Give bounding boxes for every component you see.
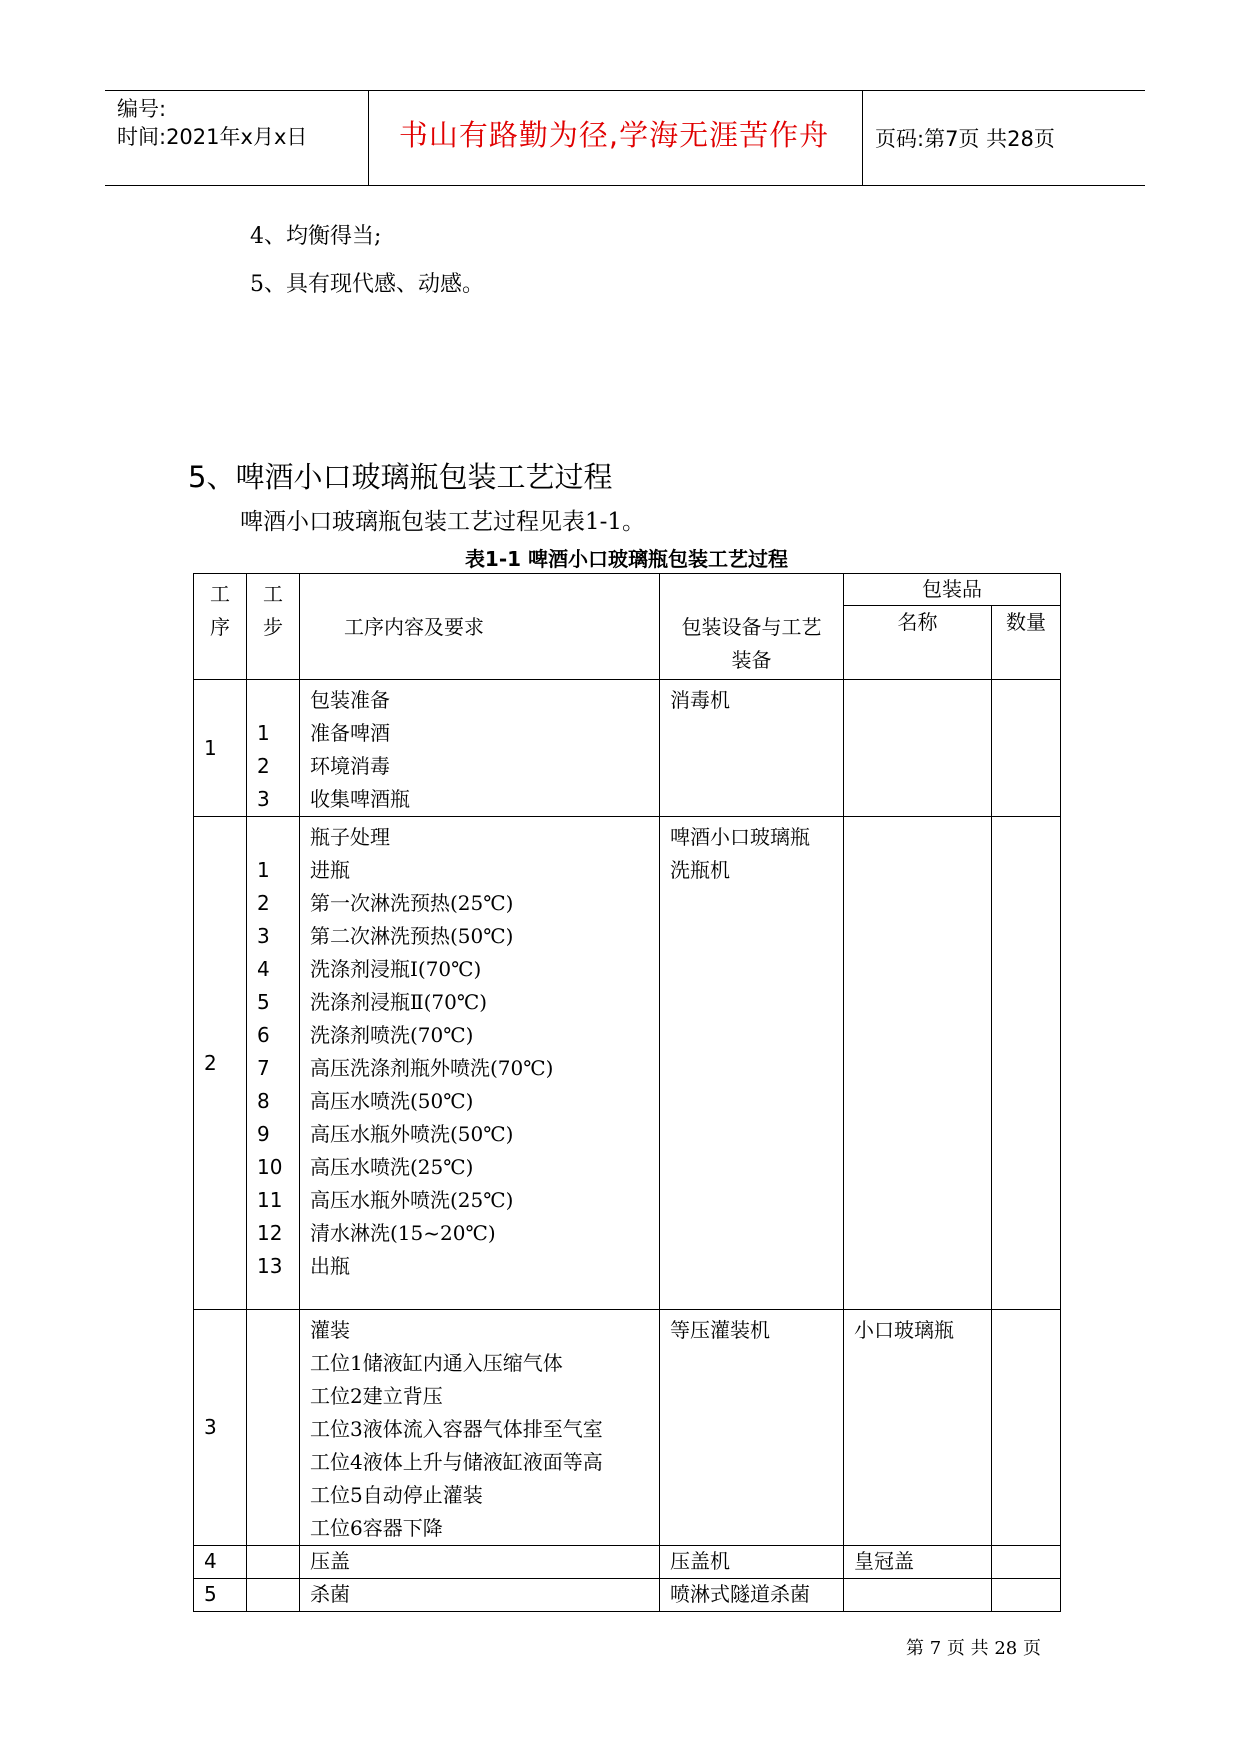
table-row bbox=[194, 1310, 1061, 1546]
table-row bbox=[194, 1579, 1061, 1612]
contents-cell: 瓶子处理 进瓶 第一次淋洗预热(25℃) 第二次淋洗预热(50℃) 洗涤剂浸瓶Ⅰ(70℃) 洗涤剂浸瓶Ⅱ(70℃) 洗涤剂喷洗(70℃) 高压洗涤剂瓶外喷洗(70℃) 高压水喷洗(50℃) 高压水瓶外喷洗(50℃) 高压水喷洗(25℃) 高压水瓶外喷洗(25℃) 清水淋洗(15~20℃) 出瓶 bbox=[300, 817, 660, 1310]
package-qty-cell bbox=[992, 680, 1061, 817]
package-qty-cell bbox=[992, 1579, 1061, 1612]
package-qty-cell bbox=[992, 817, 1061, 1310]
steps-cell bbox=[247, 1579, 300, 1612]
equipment-cell: 啤酒小口玻璃瓶 洗瓶机 bbox=[660, 817, 844, 1310]
header-page-label: 页码:第7页 共28页 bbox=[875, 127, 1055, 151]
equipment-cell: 消毒机 bbox=[660, 680, 844, 817]
package-name-cell bbox=[844, 817, 992, 1310]
section-title: 5、啤酒小口玻璃瓶包装工艺过程 bbox=[188, 460, 613, 494]
page-footer: 第 7 页 共 28 页 bbox=[906, 1638, 1041, 1659]
process-cell: 4 bbox=[194, 1546, 247, 1579]
header-content: 工序内容及要求 bbox=[300, 574, 660, 680]
table-row bbox=[194, 817, 1061, 1310]
table-row bbox=[194, 680, 1061, 817]
package-qty-cell bbox=[992, 1546, 1061, 1579]
header-package-name: 名称 bbox=[844, 606, 992, 680]
equipment-cell: 喷淋式隧道杀菌 bbox=[660, 1579, 844, 1612]
equipment-cell: 压盖机 bbox=[660, 1546, 844, 1579]
table-header-row bbox=[194, 574, 1061, 606]
package-name-cell: 小口玻璃瓶 bbox=[844, 1310, 992, 1546]
steps-cell bbox=[247, 1310, 300, 1546]
process-cell: 3 bbox=[194, 1310, 247, 1546]
process-cell: 2 bbox=[194, 817, 247, 1310]
equipment-cell: 等压灌装机 bbox=[660, 1310, 844, 1546]
process-cell: 1 bbox=[194, 680, 247, 817]
process-table bbox=[193, 573, 1061, 1612]
header-motto: 书山有路勤为径,学海无涯苦作舟 bbox=[398, 118, 830, 152]
serial-label: 编号: bbox=[117, 97, 167, 121]
package-name-cell bbox=[844, 680, 992, 817]
package-name-cell: 皇冠盖 bbox=[844, 1546, 992, 1579]
intro-item: 4、均衡得当; bbox=[250, 224, 382, 249]
contents-cell: 包装准备 准备啤酒 环境消毒 收集啤酒瓶 bbox=[300, 680, 660, 817]
section-intro: 啤酒小口玻璃瓶包装工艺过程见表1-1。 bbox=[240, 509, 646, 535]
table-caption: 表1-1 啤酒小口玻璃瓶包装工艺过程 bbox=[464, 547, 789, 571]
page-header bbox=[105, 90, 1145, 186]
header-package-qty: 数量 bbox=[992, 606, 1061, 680]
steps-cell: 1 2 3 4 5 6 7 8 9 10 11 12 13 bbox=[247, 817, 300, 1310]
steps-cell: 1 2 3 bbox=[247, 680, 300, 817]
header-equipment: 包装设备与工艺 装备 bbox=[660, 574, 844, 680]
header-meta bbox=[117, 95, 307, 151]
process-cell: 5 bbox=[194, 1579, 247, 1612]
contents-cell: 压盖 bbox=[300, 1546, 660, 1579]
header-divider bbox=[862, 91, 863, 185]
header-step: 工 步 bbox=[247, 574, 300, 680]
intro-item: 5、具有现代感、动感。 bbox=[250, 272, 484, 297]
table-row bbox=[194, 1546, 1061, 1579]
contents-cell: 灌装 工位1储液缸内通入压缩气体 工位2建立背压 工位3液体流入容器气体排至气室 工位4液体上升与储液缸液面等高 工位5自动停止灌装 工位6容器下降 bbox=[300, 1310, 660, 1546]
steps-cell bbox=[247, 1546, 300, 1579]
header-package-group: 包装品 bbox=[844, 574, 1061, 606]
time-label: 时间:2021年x月x日 bbox=[117, 125, 308, 149]
package-name-cell bbox=[844, 1579, 992, 1612]
header-process: 工 序 bbox=[194, 574, 247, 680]
contents-cell: 杀菌 bbox=[300, 1579, 660, 1612]
package-qty-cell bbox=[992, 1310, 1061, 1546]
